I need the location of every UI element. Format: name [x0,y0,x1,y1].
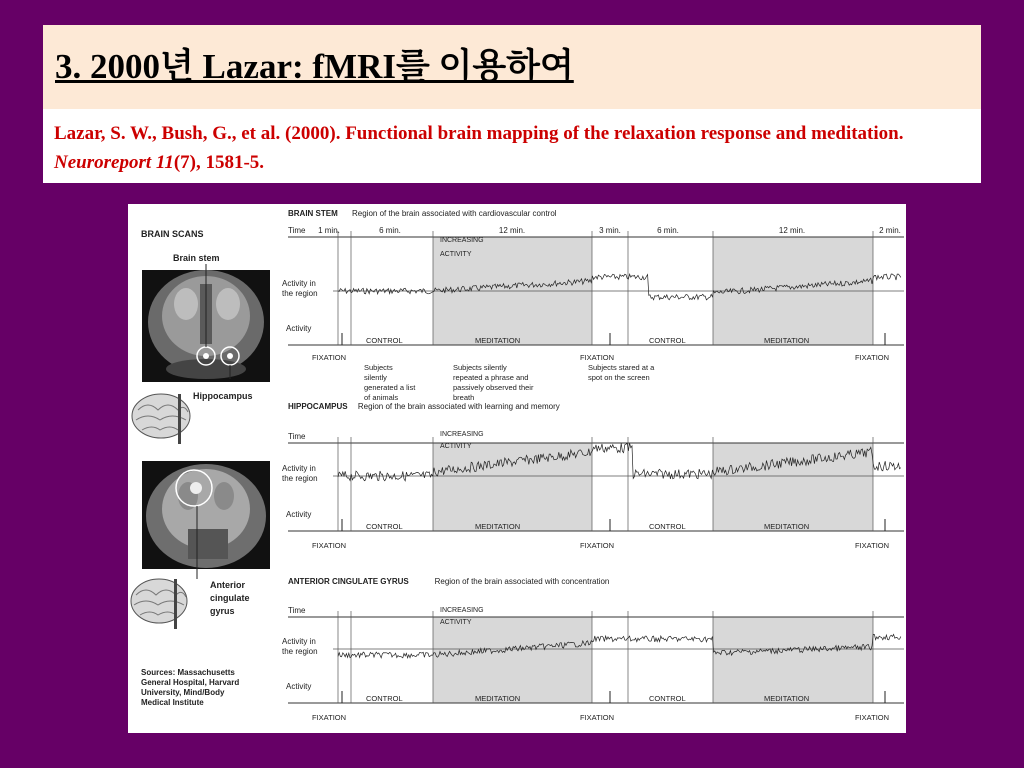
meditation-desc-line-2: passively observed their [453,383,534,392]
meditation-shade-1-b [713,443,873,531]
time-label-2: Time [288,606,306,615]
control-label-1-b: CONTROL [649,522,686,531]
fmri-figure-svg [128,204,906,733]
duration-label-4: 6 min. [657,226,679,235]
brain-side-view-icon-lower [131,579,187,629]
duration-label-5: 12 min. [778,226,806,235]
panel-title-0: BRAIN STEM [288,209,338,218]
duration-label-0: 1 min. [318,226,340,235]
meditation-label-1-a: MEDITATION [475,522,521,531]
reference-issue-pages: (7), 1581-5. [173,152,265,173]
panel-subtitle-1: Region of the brain associated with learning and memory [357,402,560,411]
meditation-shade-2-a [433,617,592,703]
activity-panels [282,209,904,722]
increasing-label-1: INCREASING [440,431,484,438]
hippocampus-label: Hippocampus [193,391,253,401]
activity-in-label-0: Activity in [282,279,316,288]
control-desc-line-1: silently [364,373,387,382]
sources-line-4: Medical Institute [141,698,204,707]
fixation-label-2-0: FIXATION [312,713,347,722]
activity-in-label-2: Activity in [282,637,316,646]
meditation-label-2-b: MEDITATION [764,694,810,703]
fmri-figure [128,204,906,733]
activity-label-1: Activity [286,510,312,519]
meditation-shade-2-b [713,617,873,703]
slide-title: 3. 2000년 Lazar: fMRI를 이용하여 [55,47,574,86]
increasing-activity-label-0: ACTIVITY [440,251,472,258]
meditation-label-2-a: MEDITATION [475,694,521,703]
brain-side-view-icon-upper [132,394,190,444]
activity-label-0: Activity [286,324,312,333]
fixation-label-0-0: FIXATION [312,353,347,362]
panel-title-1: HIPPOCAMPUS [288,402,348,411]
panel-subtitle-2: Region of the brain associated with concentration [434,577,610,586]
fixation-label-2-1: FIXATION [580,713,615,722]
duration-label-2: 12 min. [498,226,526,235]
anterior-label: Anterior [210,580,246,590]
brain-scans-heading: BRAIN SCANS [141,229,204,239]
control-label-0-b: CONTROL [649,336,686,345]
anterior-cingulate-scan-image [142,461,270,569]
fixation-label-1-0: FIXATION [312,541,347,550]
fixation-label-1-2: FIXATION [855,541,890,550]
increasing-label-0: INCREASING [440,237,484,244]
panel-title-2: ANTERIOR CINGULATE GYRUS [288,577,409,586]
fixation-label-0-1: FIXATION [580,353,615,362]
the-region-label-2: the region [282,647,318,656]
gyrus-label: gyrus [210,606,235,616]
reference-citation [54,119,969,177]
reference-journal: Neuroreport 11 [54,152,174,173]
control-desc-line-2: generated a list [364,383,416,392]
activity-label-2: Activity [286,682,312,691]
control-label-0-a: CONTROL [366,336,403,345]
duration-label-6: 2 min. [879,226,901,235]
fixation-label-2-2: FIXATION [855,713,890,722]
fixation-label-0-2: FIXATION [855,353,890,362]
panel-subtitle-0: Region of the brain associated with cardiovascular control [352,209,557,218]
fixation-label-1-1: FIXATION [580,541,615,550]
increasing-activity-label-2: ACTIVITY [440,619,472,626]
duration-label-1: 6 min. [379,226,401,235]
control-desc-line-3: of animals [364,393,399,402]
increasing-label-2: INCREASING [440,607,484,614]
cingulate-label: cingulate [210,593,250,603]
increasing-activity-label-1: ACTIVITY [440,443,472,450]
meditation-desc-line-0: Subjects silently [453,363,507,372]
meditation-label-0-b: MEDITATION [764,336,810,345]
activity-in-label-1: Activity in [282,464,316,473]
control-label-1-a: CONTROL [366,522,403,531]
meditation-shade-1-a [433,443,592,531]
sources-line-1: Sources: Massachusetts [141,668,235,677]
the-region-label-0: the region [282,289,318,298]
reference-box [43,109,981,183]
reference-authors: Lazar, S. W., Bush, G., et al. (2000). Functional brain mapping of the relaxation response and meditation. [54,123,904,144]
fixation-desc-line-1: spot on the screen [588,373,650,382]
the-region-label-1: the region [282,474,318,483]
meditation-desc-line-1: repeated a phrase and [453,373,529,382]
control-label-2-b: CONTROL [649,694,686,703]
meditation-label-1-b: MEDITATION [764,522,810,531]
meditation-label-0-a: MEDITATION [475,336,521,345]
control-label-2-a: CONTROL [366,694,403,703]
fixation-desc-line-0: Subjects stared at a [588,363,655,372]
sources-line-3: University, Mind/Body [141,688,225,697]
brain-stem-label: Brain stem [173,253,220,263]
time-label-1: Time [288,432,306,441]
sources-line-2: General Hospital, Harvard [141,678,240,687]
title-box [43,25,981,109]
time-label-0: Time [288,226,306,235]
control-desc-line-0: Subjects [364,363,393,372]
duration-label-3: 3 min. [599,226,621,235]
meditation-desc-line-3: breath [453,393,475,402]
